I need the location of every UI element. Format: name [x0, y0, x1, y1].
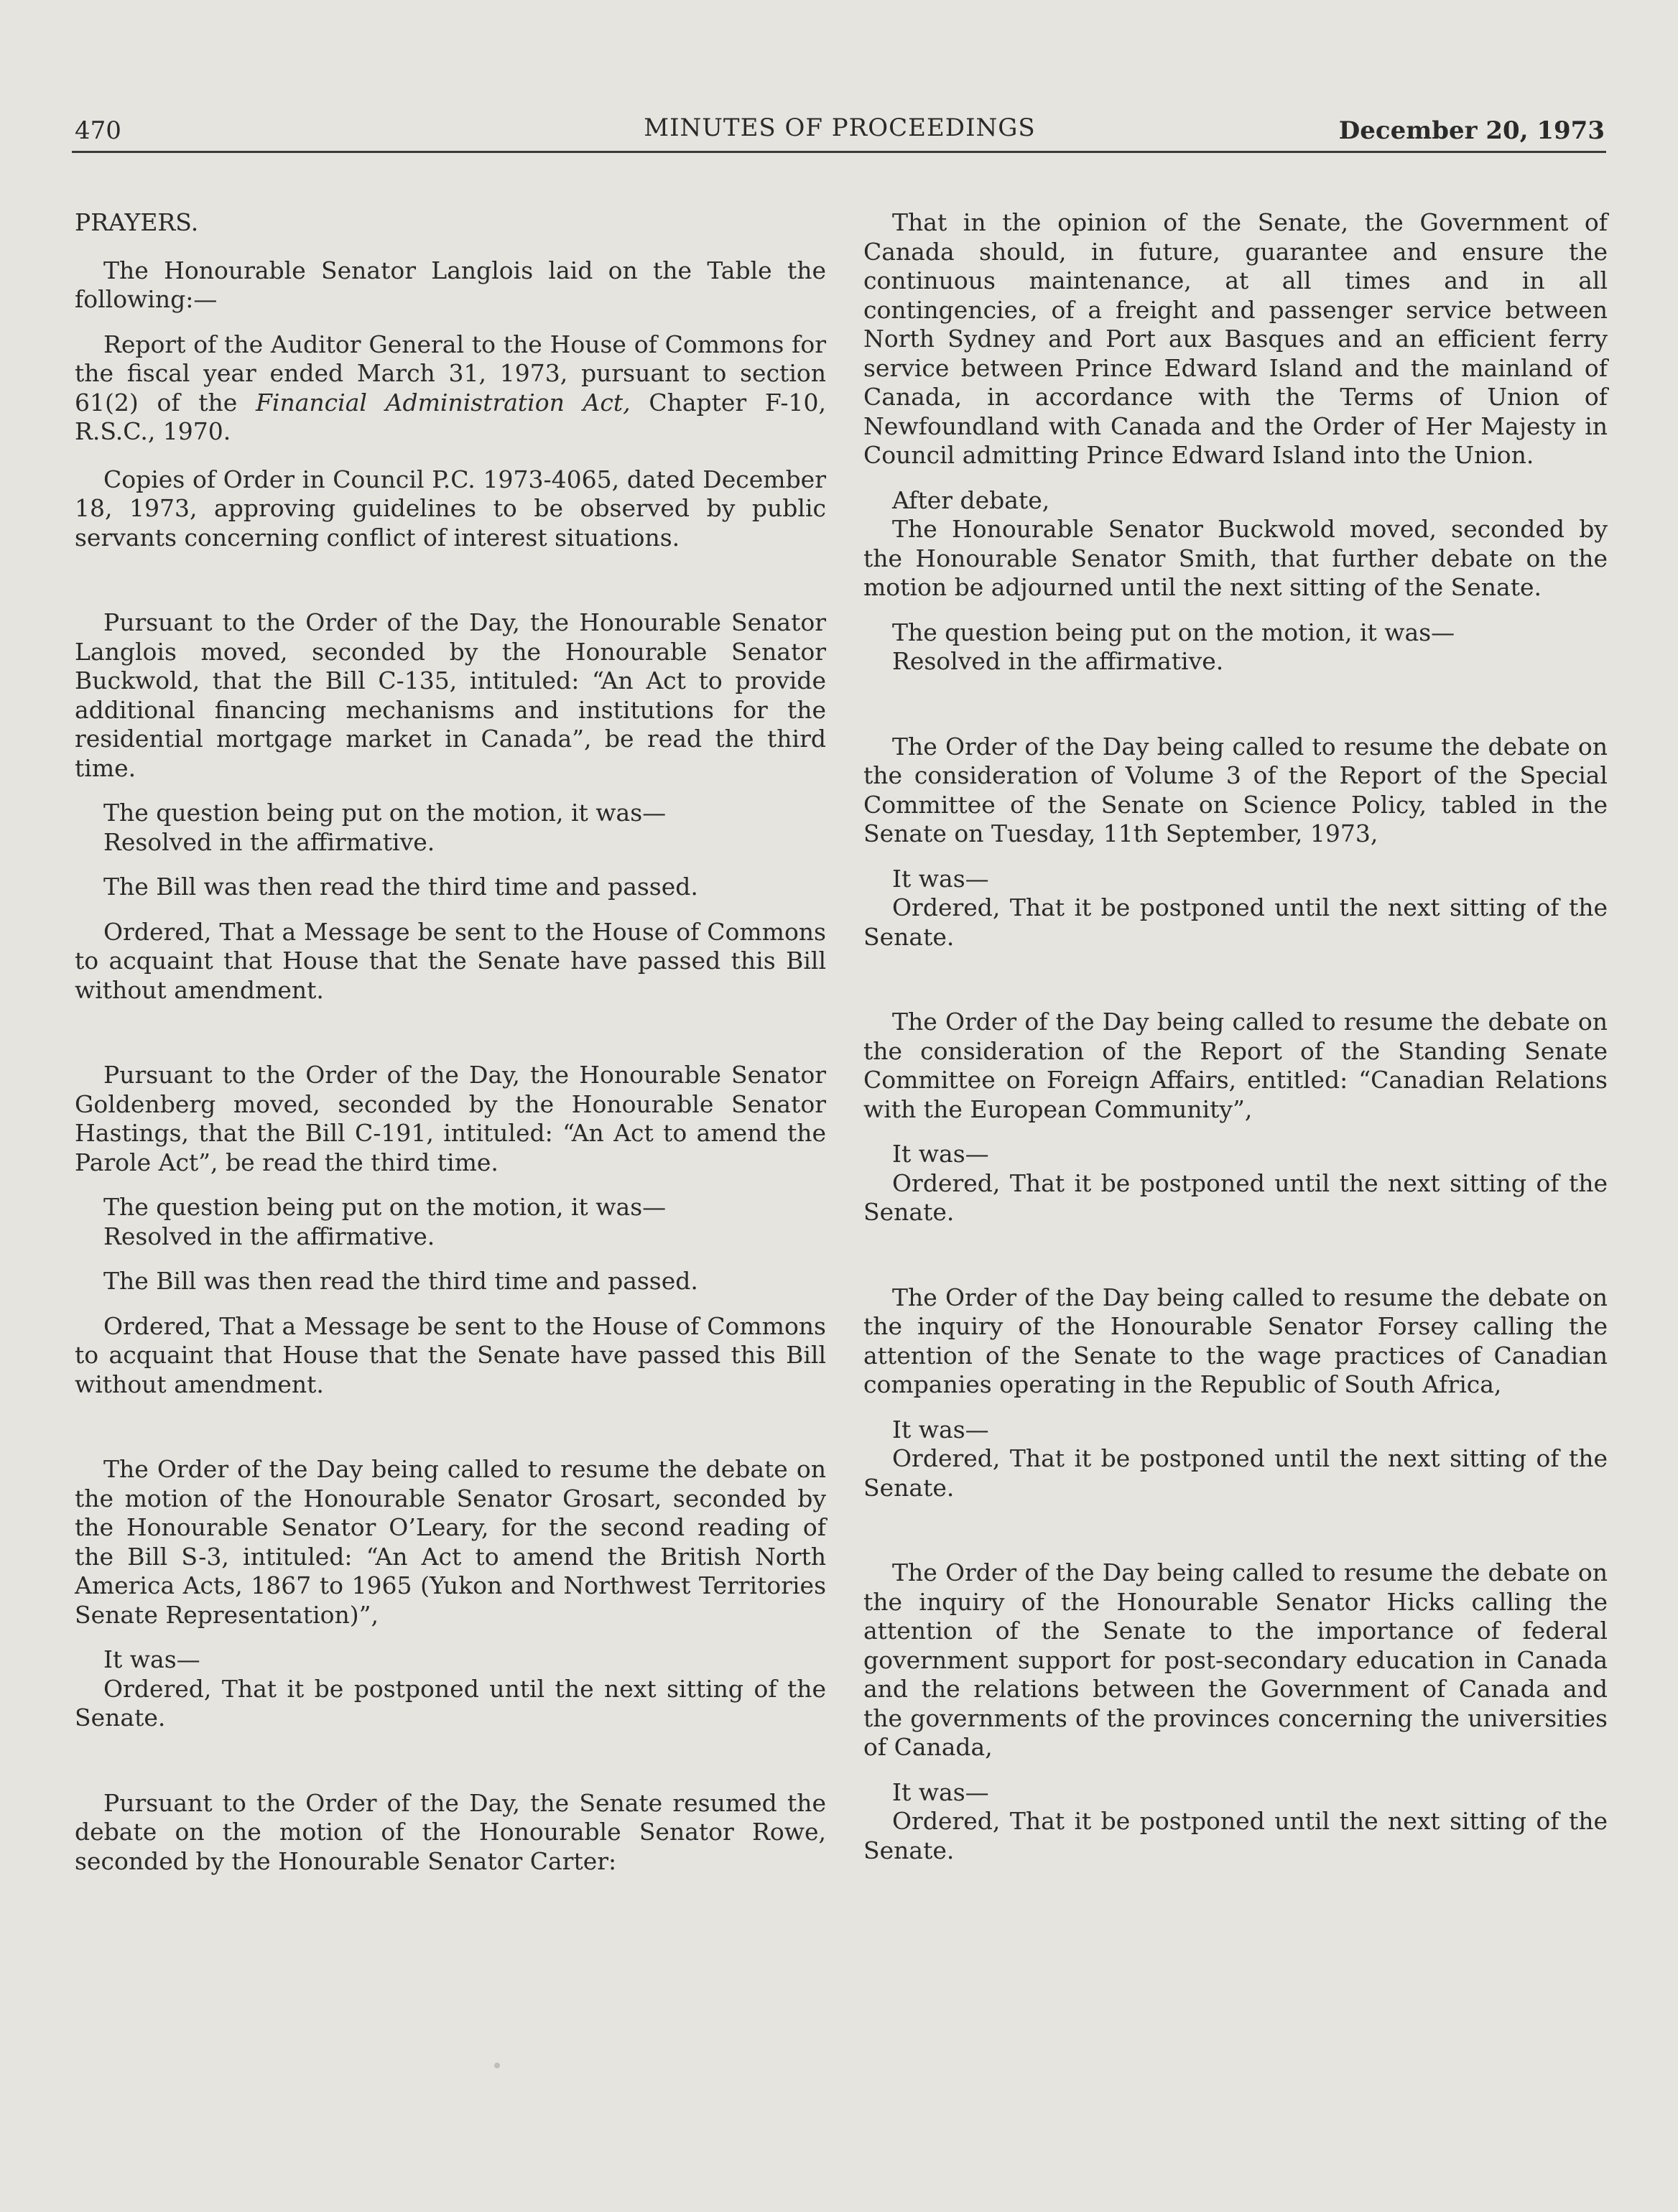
financial-act-title: Financial Administration Act, — [256, 388, 631, 417]
tabled-intro: The Honourable Senator Langlois laid on the Table the following:— — [75, 256, 826, 313]
c191-question — [75, 1193, 826, 1251]
c135-question — [75, 799, 826, 857]
science-ordered: Ordered, That it be postponed until the next sitting of the Senate. — [863, 893, 1608, 951]
foreign-affairs-itwas-line: It was— — [892, 1140, 989, 1168]
hicks-ordered: Ordered, That it be postponed until the next sitting of the Senate. — [863, 1807, 1608, 1864]
s3-order: The Order of the Day being called to resume the debate on the motion of the Honourable Senator Grosart, seconded by the Honourable Senator O’Leary, for the second reading of the Bill S-3, intituled: “An Act to amend the British North America Acts, 1867 to 1965 (Yukon and Northwest Territories Senate Representation)”, — [75, 1455, 826, 1629]
right-column — [863, 208, 1608, 1865]
page-header — [75, 109, 1605, 149]
adjournment-question-line: The question being put on the motion, it was— — [892, 618, 1455, 646]
forsey-result — [863, 1416, 1608, 1445]
auditor-report-paragraph — [75, 330, 826, 447]
running-title: MINUTES OF PROCEEDINGS — [644, 113, 1036, 142]
hicks-order: The Order of the Day being called to resume the debate on the inquiry of the Honourable Senator Hicks calling the attention of the Senate to the importance of federal government support for post-secondary education in Canada and the relations between the Government of Canada and the governments of the provinces concerning the universities of Canada, — [863, 1558, 1608, 1761]
order-in-council-paragraph: Copies of Order in Council P.C. 1973-4065, dated December 18, 1973, approving guidelines to be observed by public servants concerning conflict of interest situations. — [75, 465, 826, 552]
c191-motion: Pursuant to the Order of the Day, the Honourable Senator Goldenberg moved, seconded by the Honourable Senator Hastings, that the Bill C-191, intituled: “An Act to amend the Parole Act”, be read the third time. — [75, 1061, 826, 1176]
science-result — [863, 865, 1608, 894]
foreign-affairs-order: The Order of the Day being called to resume the debate on the consideration of the Report of the Standing Senate Committee on Foreign Affairs, entitled: “Canadian Relations with the European Community”, — [863, 1008, 1608, 1123]
forsey-order: The Order of the Day being called to resume the debate on the inquiry of the Honourable Senator Forsey calling the attention of the Senate to the wage practices of Canadian companies operating in the Republic of South Africa, — [863, 1283, 1608, 1398]
s3-itwas-line: It was— — [103, 1645, 200, 1673]
s3-ordered: Ordered, That it be postponed until the next sitting of the Senate. — [75, 1674, 826, 1732]
foreign-affairs-ordered: Ordered, That it be postponed until the next sitting of the Senate. — [863, 1168, 1608, 1226]
c191-ordered: Ordered, That a Message be sent to the House of Commons to acquaint that House that the Senate have passed this Bill without amendment. — [75, 1311, 826, 1398]
prayers-heading: PRAYERS. — [75, 208, 199, 236]
foreign-affairs-result — [863, 1140, 1608, 1169]
science-order: The Order of the Day being called to resume the debate on the consideration of Volume 3 of the Report of the Special Committee of the Senate on Science Policy, tabled in the Senate on Tuesday, 11th September, 1973, — [863, 732, 1608, 847]
forsey-itwas-line: It was— — [892, 1415, 989, 1444]
adjournment-resolved-line: Resolved in the affirmative. — [892, 647, 1224, 675]
auditor-report-tail: Chapter F-10, R.S.C., 1970. — [75, 388, 826, 445]
buckwold-adjournment: The Honourable Senator Buckwold moved, seconded by the Honourable Senator Smith, that further debate on the motion be adjourned until the next sitting of the Senate. — [863, 515, 1608, 601]
c135-motion: Pursuant to the Order of the Day, the Honourable Senator Langlois moved, seconded by the Honourable Senator Buckwold, that the Bill C-135, intituled: “An Act to provide additional financing mechanisms and institutions for the residential mortgage market in Canada”, be read the third time. — [75, 608, 826, 782]
c191-question-line: The question being put on the motion, it was— — [103, 1193, 667, 1221]
forsey-ordered: Ordered, That it be postponed until the next sitting of the Senate. — [863, 1444, 1608, 1502]
auditor-report-text: Report of the Auditor General to the House of Commons for the fiscal year ended March 31, 1973, pursuant to section 61(2) of the — [75, 330, 826, 417]
header-date: December 20, 1973 — [1338, 116, 1605, 145]
adjournment-question — [863, 618, 1608, 677]
header-rule — [72, 151, 1606, 153]
science-itwas-line: It was— — [892, 864, 989, 893]
scan-dot-mark — [494, 2063, 500, 2068]
c135-passed: The Bill was then read the third time and passed. — [103, 873, 698, 901]
c135-ordered: Ordered, That a Message be sent to the House of Commons to acquaint that House that the Senate have passed this Bill without amendment. — [75, 917, 826, 1004]
s3-result — [75, 1645, 826, 1675]
rowe-motion: Pursuant to the Order of the Day, the Senate resumed the debate on the motion of the Honourable Senator Rowe, seconded by the Honourable Senator Carter: — [75, 1788, 826, 1875]
c191-passed: The Bill was then read the third time and passed. — [103, 1267, 698, 1295]
after-debate-line: After debate, — [892, 485, 1050, 514]
hicks-itwas-line: It was— — [892, 1778, 989, 1806]
c135-resolved-line: Resolved in the affirmative. — [103, 827, 435, 856]
left-column — [75, 208, 826, 1876]
rowe-motion-text: That in the opinion of the Senate, the Government of Canada should, in future, guarantee and ensure the continuous maintenance, at all times and in all contingencies, of a freight and passenger service between North Sydney and Port aux Basques and an efficient ferry service between Prince Edward Island and the mainland of Canada, in accordance with the Terms of Union of Newfoundland with Canada and the Order of Her Majesty in Council admitting Prince Edward Island into the Union. — [863, 208, 1608, 469]
c135-question-line: The question being put on the motion, it was— — [103, 799, 667, 827]
c191-resolved-line: Resolved in the affirmative. — [103, 1222, 435, 1250]
after-debate-block — [863, 486, 1608, 516]
hicks-result — [863, 1778, 1608, 1808]
page-number: 470 — [75, 116, 121, 145]
